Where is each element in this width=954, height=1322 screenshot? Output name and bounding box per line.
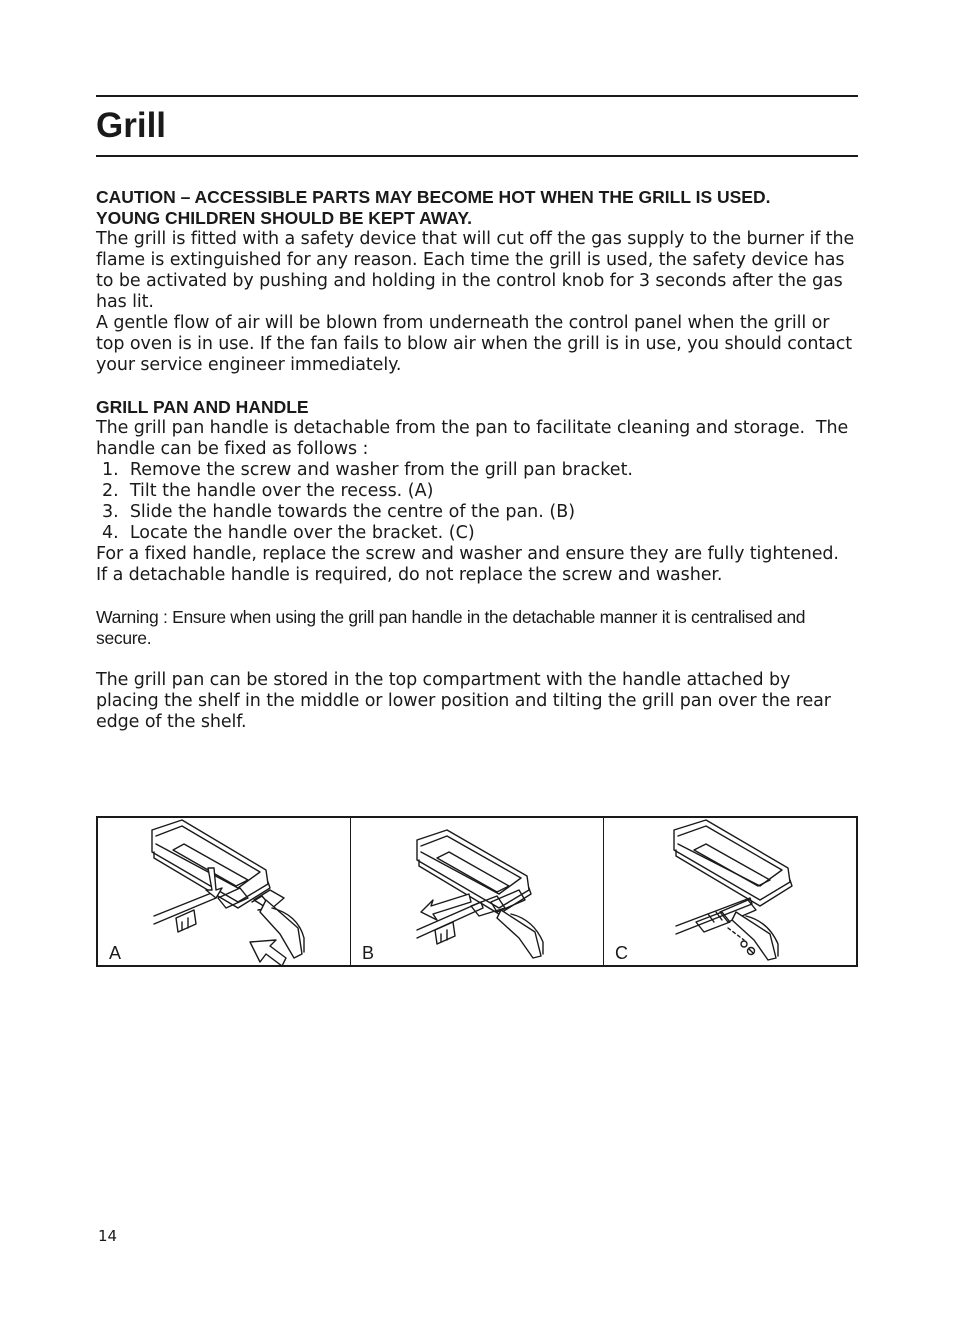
safety-device-paragraph: The grill is fitted with a safety device that will cut off the gas supply to the burner if the flame is extinguished for any reason. Each time the grill is used, the safety device has to be activated by pushing and holding in the control knob for 3 seconds after the gas has lit. [96, 229, 860, 312]
storage-paragraph: The grill pan can be stored in the top compartment with the handle attached by placing the shelf in the middle or lower position and tilting the grill pan over the rear edge of the shelf. [96, 670, 837, 732]
air-flow-paragraph: A gentle flow of air will be blown from underneath the control panel when the grill or top oven is in use. If the fan fails to blow air when the grill is in use, you should contact your service engineer immediately. [96, 313, 858, 375]
main-content [96, 187, 858, 733]
caution-line-1: CAUTION – ACCESSIBLE PARTS MAY BECOME HOT WHEN THE GRILL IS USED. [96, 187, 771, 207]
step-4: 4. Locate the handle over the bracket. (C) [102, 523, 475, 543]
grill-pan-handle-tilt-illustration [98, 818, 351, 965]
grill-pan-handle-locate-illustration [604, 818, 857, 965]
step-3: 3. Slide the handle towards the centre of the pan. (B) [102, 502, 576, 522]
step-1: 1. Remove the screw and washer from the grill pan bracket. [102, 460, 633, 480]
handle-intro: The grill pan handle is detachable from the pan to facilitate cleaning and storage. The handle can be fixed as follows : [96, 418, 854, 459]
warning-note: Warning : Ensure when using the grill pan handle in the detachable manner it is centralised and secure. [96, 607, 806, 648]
title-rule [96, 155, 858, 157]
page-title: Grill [96, 106, 167, 145]
grill-pan-handle-slide-illustration [351, 818, 604, 965]
panel-label-a: A [109, 943, 122, 963]
panel-label-c: C [615, 943, 628, 963]
caution-line-2: YOUNG CHILDREN SHOULD BE KEPT AWAY. [96, 208, 472, 228]
panel-a [98, 818, 351, 965]
panel-b [351, 818, 604, 965]
panel-label-b: B [362, 943, 375, 963]
detachable-handle-note: If a detachable handle is required, do not replace the screw and washer. [96, 565, 723, 585]
step-2: 2. Tilt the handle over the recess. (A) [102, 481, 434, 501]
handle-illustration [96, 816, 858, 967]
page-number: 14 [98, 1227, 118, 1245]
grill-pan-heading: GRILL PAN AND HANDLE [96, 397, 309, 417]
fixed-handle-note: For a fixed handle, replace the screw and washer and ensure they are fully tightened. [96, 544, 839, 564]
panel-c [604, 818, 856, 965]
page-header [96, 95, 858, 157]
